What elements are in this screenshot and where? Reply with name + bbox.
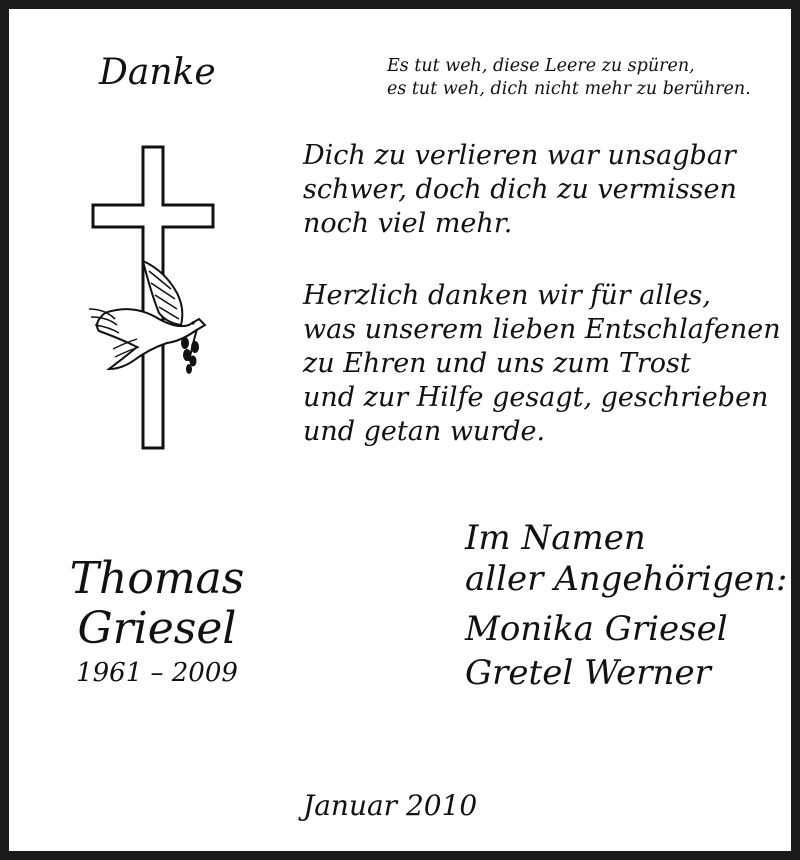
text-line: Dich zu verlieren war unsagbar xyxy=(303,140,736,171)
cross-with-dove-icon xyxy=(85,143,217,453)
notice-heading: Danke xyxy=(99,52,216,93)
notice-date: Januar 2010 xyxy=(303,789,478,822)
signature-line: Im Namen xyxy=(465,518,646,558)
deceased-first-name: Thomas xyxy=(69,553,245,604)
signature-name: Gretel Werner xyxy=(465,653,711,693)
text-line: noch viel mehr. xyxy=(303,208,513,239)
text-line: Herzlich danken wir für alles, xyxy=(303,280,711,311)
quote-line: Es tut weh, diese Leere zu spüren, xyxy=(387,56,695,76)
text-line: was unserem lieben Entschlafenen xyxy=(303,314,781,345)
quote xyxy=(387,55,751,101)
text-line: und getan wurde. xyxy=(303,416,546,447)
text-line: zu Ehren und uns zum Trost xyxy=(303,348,691,379)
deceased-last-name: Griesel xyxy=(77,603,237,654)
main-text xyxy=(303,139,781,449)
signature-name: Monika Griesel xyxy=(465,609,728,649)
text-line: schwer, doch dich zu vermissen xyxy=(303,174,737,205)
text-line: und zur Hilfe gesagt, geschrieben xyxy=(303,382,769,413)
signature-line: aller Angehörigen: xyxy=(465,559,788,599)
quote-line: es tut weh, dich nicht mehr zu berühren. xyxy=(387,79,751,99)
deceased-dates: 1961 – 2009 xyxy=(76,658,238,688)
